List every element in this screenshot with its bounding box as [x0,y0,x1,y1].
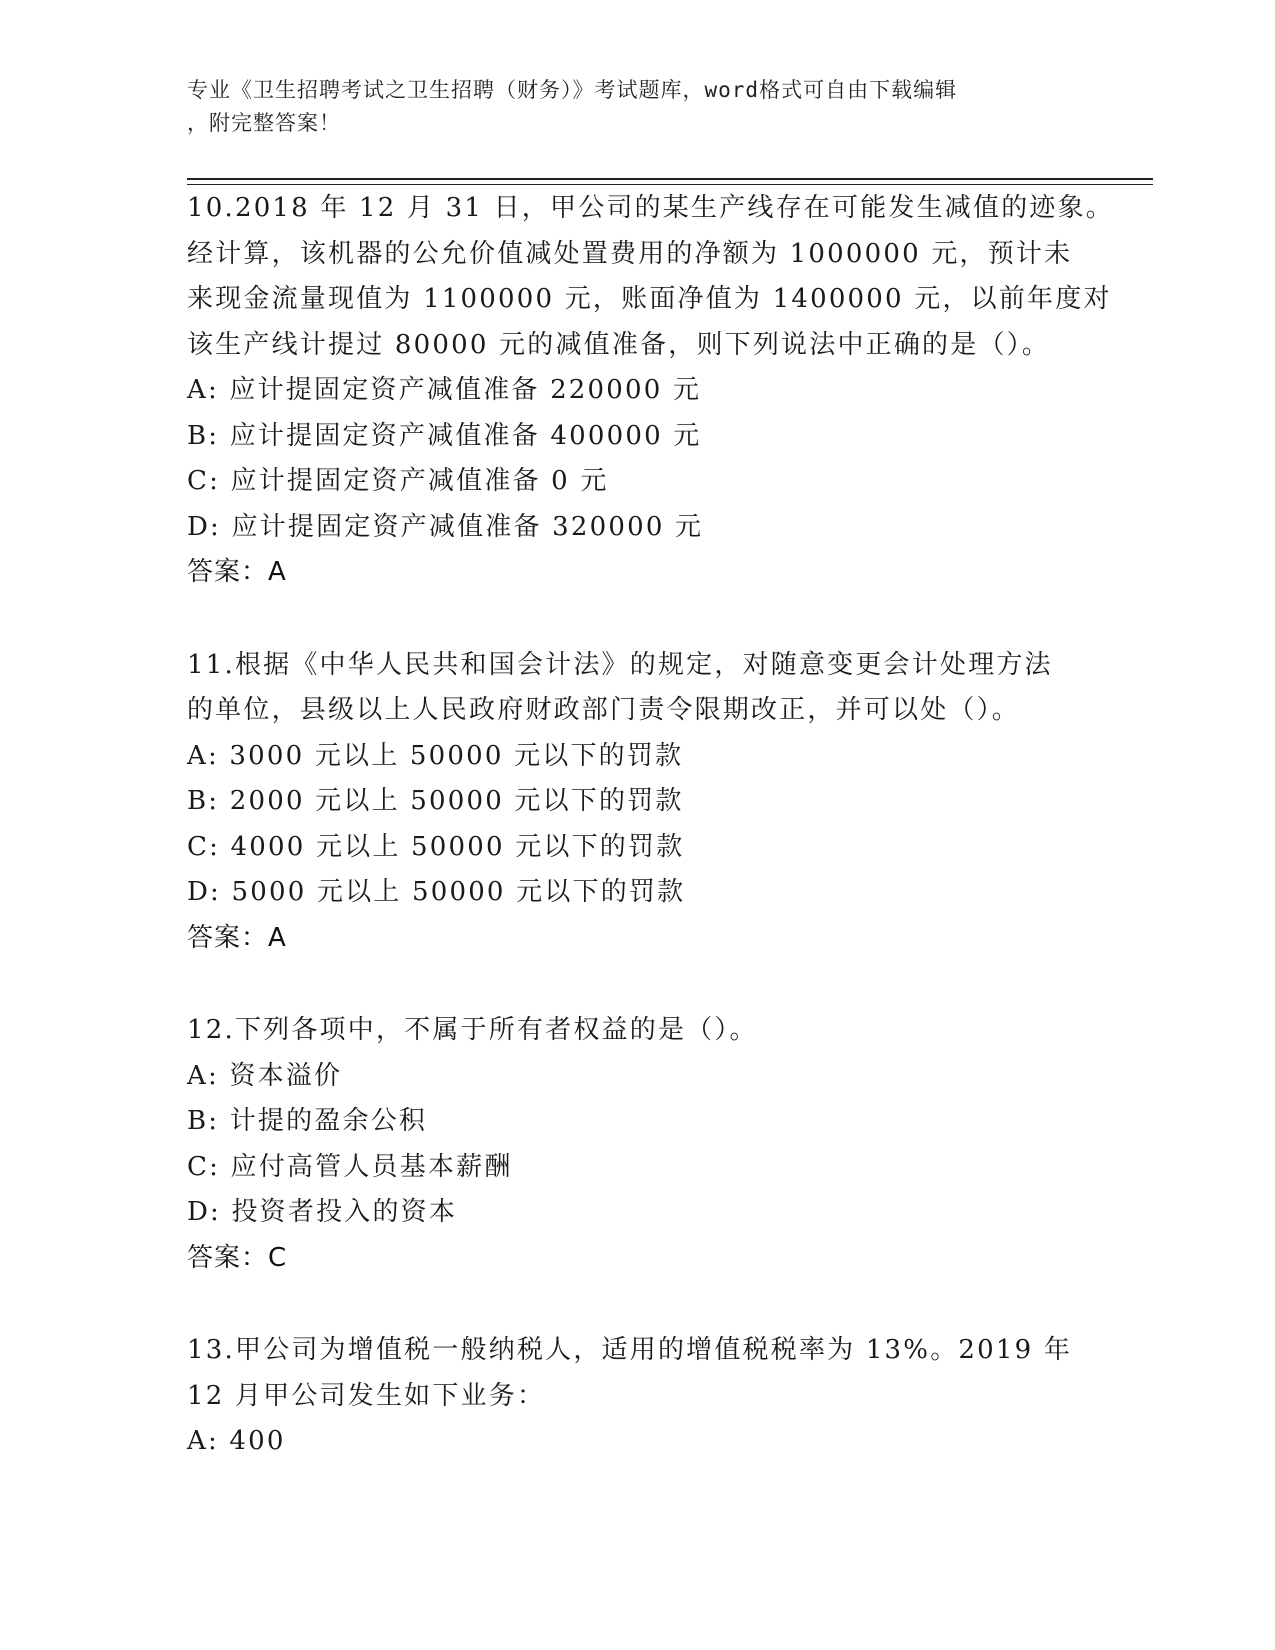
option-a: A: 400 [187,1426,286,1456]
option-c: C: 应付高管人员基本薪酬 [187,1151,513,1182]
question-stem-line: 13.甲公司为增值税一般纳税人，适用的增值税税率为 13%。2019 年 [187,1335,1073,1365]
option-d: D: 投资者投入的资本 [187,1197,458,1227]
header-title-line-1: 专业《卫生招聘考试之卫生招聘（财务）》考试题库，word格式可自由下载编辑 [187,78,958,102]
option-a: A: 应计提固定资产减值准备 220000 元 [187,375,702,405]
question-13 [187,1328,1087,1465]
option-c: C: 4000 元以上 50000 元以下的罚款 [187,831,685,862]
question-stem-line: 该生产线计提过 80000 元的减值准备，则下列说法中正确的是（）。 [187,329,1051,360]
document-header [187,74,1067,140]
header-title-line-2: ，附完整答案！ [187,111,341,135]
question-stem-line: 来现金流量现值为 1100000 元，账面净值为 1400000 元，以前年度对 [187,284,1112,314]
question-10 [187,186,1115,596]
option-d: D: 应计提固定资产减值准备 320000 元 [187,511,704,542]
answer-label: 答案：A [187,922,287,953]
question-stem-line: 的单位，县级以上人民政府财政部门责令限期改正，并可以处（）。 [187,695,1021,725]
question-stem-line: 11.根据《中华人民共和国会计法》的规定，对随意变更会计处理方法 [187,649,1053,680]
option-a: A: 资本溢价 [187,1060,343,1091]
option-b: B: 计提的盈余公积 [187,1106,428,1136]
option-b: B: 2000 元以上 50000 元以下的罚款 [187,786,684,816]
question-list [187,186,1115,1512]
answer-label: 答案：A [187,557,287,587]
question-12 [187,1008,1087,1281]
answer-label: 答案：C [187,1242,288,1273]
question-stem-line: 经计算，该机器的公允价值减处置费用的净额为 1000000 元，预计未 [187,238,1073,269]
header-divider-thick [187,178,1153,180]
question-11 [187,643,1087,962]
question-stem-line: 12.下列各项中，不属于所有者权益的是（）。 [187,1015,758,1045]
option-c: C: 应计提固定资产减值准备 0 元 [187,466,609,496]
question-stem-line: 10.2018 年 12 月 31 日，甲公司的某生产线存在可能发生减值的迹象。 [187,193,1115,223]
option-a: A: 3000 元以上 50000 元以下的罚款 [187,740,684,771]
question-stem-line: 12 月甲公司发生如下业务： [187,1380,546,1411]
option-b: B: 应计提固定资产减值准备 400000 元 [187,420,702,451]
header-divider-thin [187,184,1153,185]
option-d: D: 5000 元以上 50000 元以下的罚款 [187,877,686,907]
